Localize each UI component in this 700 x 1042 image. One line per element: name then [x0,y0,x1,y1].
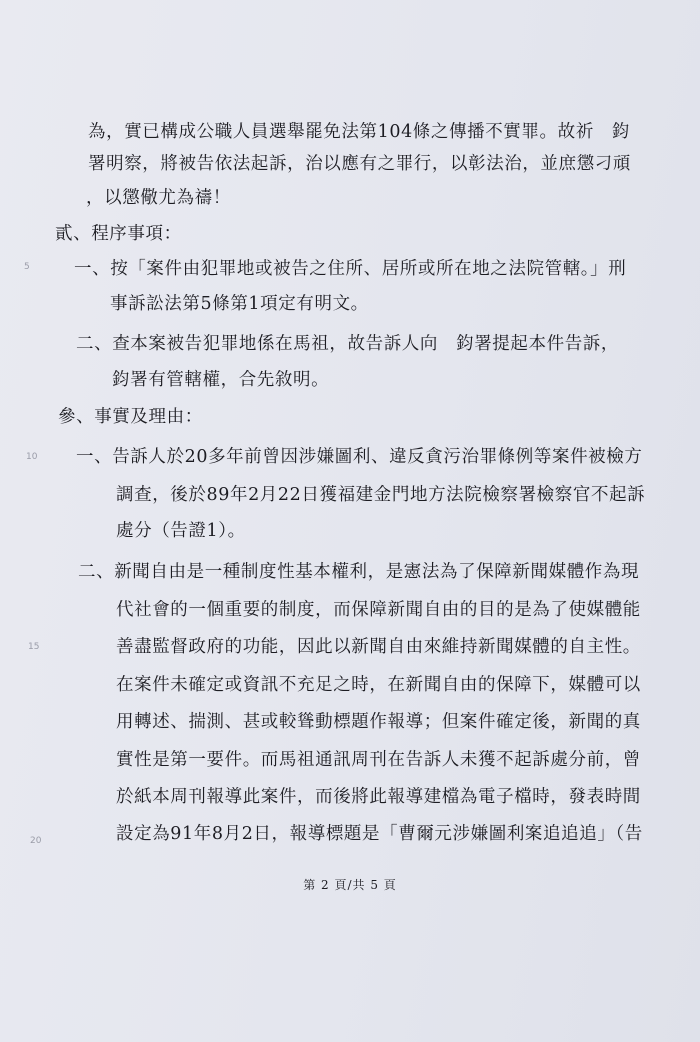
body-line: 鈞署有管轄權，合先敘明。 [112,370,330,390]
body-line: 善盡監督政府的功能，因此以新聞自由來維持新聞媒體的自主性。 [116,637,641,657]
line-number: 10 [26,452,38,462]
body-line: 二、查本案被告犯罪地係在馬祖，故告訴人向 鈞署提起本件告訴， [76,334,619,354]
body-line: ，以懲儆尤為禱！ [86,188,231,208]
body-line: 一、按「案件由犯罪地或被告之住所、居所或所在地之法院管轄。」刑 [74,259,627,279]
body-line: 於紙本周刊報導此案件，而後將此報導建檔為電子檔時，發表時間 [116,787,641,807]
body-line: 為，實已構成公職人員選舉罷免法第104條之傳播不實罪。故祈 鈞 [88,122,630,142]
body-line: 一、告訴人於20多年前曾因涉嫌圖利、違反貪污治罪條例等案件被檢方 [76,447,643,467]
section-heading: 貳、程序事項： [55,224,182,244]
body-line: 用轉述、揣測、甚或較聳動標題作報導；但案件確定後，新聞的真 [116,712,641,732]
line-number: 5 [24,262,30,272]
body-line: 代社會的一個重要的制度，而保障新聞自由的目的是為了使媒體能 [116,600,641,620]
body-line: 二、新聞自由是一種制度性基本權利，是憲法為了保障新聞媒體作為現 [78,562,640,582]
page-footer: 第 2 頁/共 5 頁 [303,878,397,892]
body-line: 在案件未確定或資訊不充足之時，在新聞自由的保障下，媒體可以 [116,675,641,695]
body-line: 署明察，將被告依法起訴，治以應有之罪行，以彰法治，並庶懲刁頑 [88,154,631,174]
line-number: 15 [28,642,40,652]
section-heading: 參、事實及理由： [58,407,203,427]
body-line: 實性是第一要件。而馬祖通訊周刊在告訴人未獲不起訴處分前，曾 [116,750,641,770]
body-line: 事訴訟法第5條第1項定有明文。 [110,294,369,314]
line-number: 20 [30,836,42,846]
body-line: 設定為91年8月2日，報導標題是「曹爾元涉嫌圖利案追追追」（告 [116,824,643,844]
body-line: 調查，後於89年2月22日獲福建金門地方法院檢察署檢察官不起訴 [116,485,646,505]
body-line: 處分（告證1）。 [116,521,246,541]
